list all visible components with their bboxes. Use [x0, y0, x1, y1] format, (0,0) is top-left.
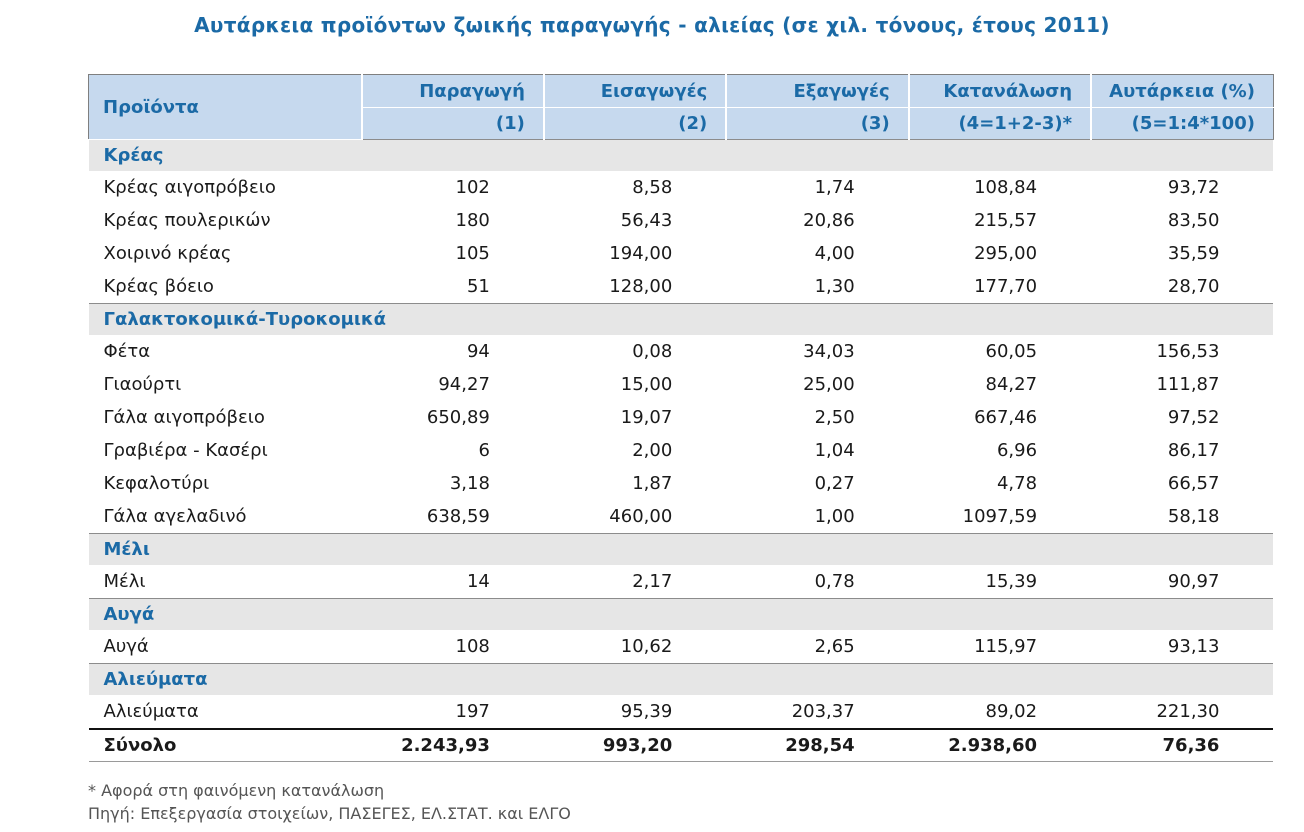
value-cell: 460,00	[609, 506, 673, 527]
group-label: Μέλι	[89, 534, 1274, 566]
value-cell: 215,57	[974, 210, 1038, 231]
product-name: Φέτα	[103, 341, 151, 362]
page-title: Αυτάρκεια προϊόντων ζωικής παραγωγής - αλιείας (σε χιλ. τόνους, έτους 2011)	[194, 13, 1110, 37]
value-cell: 0,78	[814, 571, 855, 592]
value-cell: 1,74	[814, 177, 855, 198]
table-row	[89, 500, 1274, 534]
product-name: Γιαούρτι	[103, 374, 182, 395]
group-label: Αλιεύματα	[89, 664, 1274, 696]
value-cell: 97,52	[1167, 407, 1220, 428]
value-cell: 8,58	[632, 177, 673, 198]
source-note: Πηγή: Επεξεργασία στοιχείων, ΠΑΣΕΓΕΣ, ΕΛ.ΣΤΑΤ. και ΕΛΓΟ	[88, 804, 571, 823]
self-sufficiency-table	[88, 74, 1274, 762]
value-cell: 25,00	[803, 374, 855, 395]
value-cell: 650,89	[426, 407, 490, 428]
table-row	[89, 335, 1274, 368]
value-cell: 4,78	[996, 473, 1038, 494]
value-cell: 19,07	[620, 407, 673, 428]
value-cell: 51	[466, 276, 490, 297]
product-name: Γάλα αιγοπρόβειο	[103, 407, 265, 428]
header-consumption-formula: (4=1+2-3)*	[909, 108, 1091, 140]
value-cell: 102	[455, 177, 490, 198]
header-self-sufficiency-formula: (5=1:4*100)	[1091, 108, 1273, 140]
group-row	[89, 599, 1274, 631]
value-cell: 105	[455, 243, 490, 264]
group-label: Αυγά	[89, 599, 1274, 631]
value-cell: 2,17	[632, 571, 673, 592]
table-row	[89, 467, 1274, 500]
value-cell: 84,27	[985, 374, 1038, 395]
value-cell: 108,84	[974, 177, 1038, 198]
value-cell: 93,13	[1167, 636, 1220, 657]
value-cell: 1,04	[814, 440, 855, 461]
value-cell: 89,02	[985, 701, 1038, 722]
header-products: Προϊόντα	[89, 75, 362, 140]
table-row	[89, 171, 1274, 204]
table-body	[89, 140, 1274, 762]
group-row	[89, 664, 1274, 696]
value-cell: 2,65	[814, 636, 855, 657]
value-cell: 58,18	[1167, 506, 1220, 527]
product-name: Κρέας αιγοπρόβειο	[103, 177, 276, 198]
group-label: Γαλακτοκομικά-Τυροκομικά	[89, 304, 1274, 336]
value-cell: 15,00	[620, 374, 673, 395]
value-cell: 1,00	[814, 506, 855, 527]
total-value: 993,20	[544, 729, 726, 762]
value-cell: 2,00	[632, 440, 673, 461]
value-cell: 111,87	[1156, 374, 1220, 395]
value-cell: 1097,59	[962, 506, 1038, 527]
table-row	[89, 204, 1274, 237]
group-row	[89, 304, 1274, 336]
value-cell: 34,03	[803, 341, 855, 362]
value-cell: 638,59	[426, 506, 490, 527]
value-cell: 86,17	[1167, 440, 1220, 461]
value-cell: 28,70	[1167, 276, 1220, 297]
value-cell: 0,08	[632, 341, 673, 362]
header-imports: Εισαγωγές	[544, 75, 726, 108]
value-cell: 6,96	[996, 440, 1038, 461]
value-cell: 221,30	[1156, 701, 1220, 722]
value-cell: 93,72	[1167, 177, 1220, 198]
notes	[88, 779, 571, 825]
total-value: 298,54	[726, 729, 908, 762]
table-row	[89, 237, 1274, 270]
total-value: 76,36	[1091, 729, 1273, 762]
table-row	[89, 434, 1274, 467]
value-cell: 3,18	[449, 473, 490, 494]
value-cell: 90,97	[1167, 571, 1220, 592]
value-cell: 83,50	[1167, 210, 1220, 231]
value-cell: 295,00	[974, 243, 1038, 264]
product-name: Αυγά	[103, 636, 149, 657]
value-cell: 14	[466, 571, 490, 592]
header-self-sufficiency: Αυτάρκεια (%)	[1091, 75, 1273, 108]
group-row	[89, 534, 1274, 566]
group-row	[89, 140, 1274, 172]
value-cell: 115,97	[974, 636, 1038, 657]
value-cell: 6	[478, 440, 490, 461]
value-cell: 20,86	[803, 210, 855, 231]
value-cell: 95,39	[620, 701, 673, 722]
table-row	[89, 368, 1274, 401]
value-cell: 94	[466, 341, 490, 362]
table-row	[89, 565, 1274, 599]
total-value: 2.243,93	[362, 729, 544, 762]
header-imports-formula: (2)	[544, 108, 726, 140]
value-cell: 94,27	[438, 374, 490, 395]
total-value: 2.938,60	[909, 729, 1091, 762]
product-name: Κρέας βόειο	[103, 276, 214, 297]
header-consumption: Κατανάλωση	[909, 75, 1091, 108]
value-cell: 60,05	[985, 341, 1038, 362]
value-cell: 66,57	[1167, 473, 1220, 494]
table-row	[89, 270, 1274, 304]
table-header	[89, 75, 1274, 140]
value-cell: 203,37	[791, 701, 855, 722]
table-row	[89, 630, 1274, 664]
footnote: * Αφορά στη φαινόμενη κατανάλωση	[88, 781, 385, 800]
product-name: Γάλα αγελαδινό	[103, 506, 247, 527]
value-cell: 128,00	[609, 276, 673, 297]
table-row	[89, 401, 1274, 434]
header-exports: Εξαγωγές	[726, 75, 908, 108]
value-cell: 10,62	[620, 636, 673, 657]
value-cell: 2,50	[814, 407, 855, 428]
total-label: Σύνολο	[89, 729, 362, 762]
header-production-formula: (1)	[362, 108, 544, 140]
value-cell: 4,00	[814, 243, 855, 264]
product-name: Κρέας πουλερικών	[103, 210, 271, 231]
group-label: Κρέας	[89, 140, 1274, 172]
value-cell: 177,70	[974, 276, 1038, 297]
value-cell: 0,27	[814, 473, 855, 494]
product-name: Αλιεύματα	[103, 701, 199, 722]
value-cell: 197	[455, 701, 490, 722]
product-name: Κεφαλοτύρι	[103, 473, 210, 494]
value-cell: 194,00	[609, 243, 673, 264]
product-name: Χοιρινό κρέας	[103, 243, 232, 264]
value-cell: 156,53	[1156, 341, 1220, 362]
header-exports-formula: (3)	[726, 108, 908, 140]
product-name: Μέλι	[103, 571, 146, 592]
value-cell: 667,46	[974, 407, 1038, 428]
value-cell: 180	[455, 210, 490, 231]
total-row	[89, 729, 1274, 762]
value-cell: 35,59	[1167, 243, 1220, 264]
value-cell: 15,39	[985, 571, 1038, 592]
value-cell: 108	[455, 636, 490, 657]
table-row	[89, 695, 1274, 729]
value-cell: 1,87	[632, 473, 673, 494]
header-production: Παραγωγή	[362, 75, 544, 108]
value-cell: 56,43	[620, 210, 673, 231]
value-cell: 1,30	[814, 276, 855, 297]
product-name: Γραβιέρα - Κασέρι	[103, 440, 268, 461]
